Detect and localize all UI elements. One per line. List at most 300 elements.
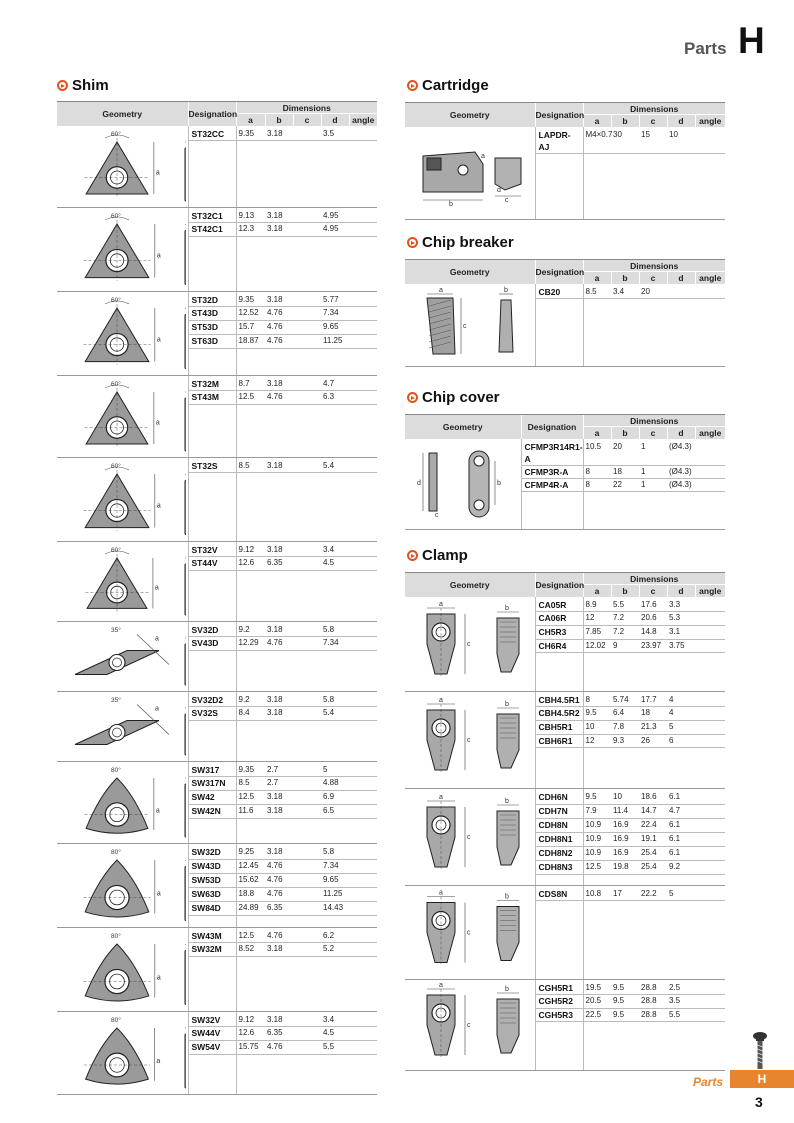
dim-angle-cell <box>695 465 725 478</box>
spacer-cell <box>349 404 377 457</box>
designation-cell: ST32M <box>188 375 236 391</box>
shim-title-text: Shim <box>72 77 109 94</box>
dimensions-column-header: Dimensions <box>583 415 725 427</box>
designation-cell: SW44V <box>188 1027 236 1041</box>
dim-angle-cell <box>695 788 725 804</box>
dim-b-cell: 9.5 <box>611 995 639 1009</box>
dim-c-cell <box>293 761 321 777</box>
designation-cell: SW317 <box>188 761 236 777</box>
shim-section-title <box>57 77 109 94</box>
dim-a-cell: 9.35 <box>236 761 265 777</box>
screw-icon <box>752 1030 768 1070</box>
dim-c-cell: 14.7 <box>639 804 667 818</box>
svg-text:a: a <box>156 1057 161 1065</box>
angle-label: 60° <box>111 130 121 138</box>
dim-d-cell: (Ø4.3) <box>667 465 695 478</box>
table-row <box>57 375 377 391</box>
designation-cell: CDH8N3 <box>535 860 583 874</box>
dim-c-cell: 26 <box>639 734 667 748</box>
chip-cover-table <box>405 414 725 530</box>
chip-breaker-table <box>405 259 725 367</box>
spacer-cell <box>349 140 377 207</box>
dim-b-cell: 3.18 <box>265 457 293 472</box>
dim-angle-cell <box>695 691 725 707</box>
dim-angle-cell <box>349 873 377 887</box>
table-row <box>405 439 725 466</box>
spacer-cell <box>667 653 695 691</box>
dim-d-cell: 3.3 <box>667 597 695 612</box>
dim-a-cell: 12.29 <box>236 637 265 651</box>
svg-text:b: b <box>505 797 509 805</box>
spacer-cell <box>265 915 293 927</box>
spacer-cell <box>583 748 611 788</box>
svg-text:c: c <box>467 640 471 648</box>
dim-d-cell: 5.8 <box>321 691 349 707</box>
dim-angle-cell <box>695 832 725 846</box>
dim-c-cell <box>293 927 321 943</box>
svg-text:b: b <box>497 479 501 487</box>
designation-cell: CDS8N <box>535 885 583 900</box>
dim-d-cell: 4.7 <box>667 804 695 818</box>
dim-b-cell: 20 <box>611 439 639 466</box>
dim-angle-cell <box>349 621 377 637</box>
geometry-drawing-cell <box>57 843 188 927</box>
spacer-cell <box>321 570 349 621</box>
spacer-cell <box>188 650 236 691</box>
geometry-drawing-cell <box>405 439 521 530</box>
dim-b-cell: 10 <box>611 788 639 804</box>
dim-a-cell: 8 <box>583 465 611 478</box>
dim-a-cell: 12.02 <box>583 639 611 653</box>
dim-b-cell: 18 <box>611 465 639 478</box>
designation-cell: CFMP3R14R1-A <box>521 439 583 466</box>
shim-table <box>57 101 377 1095</box>
spacer-cell <box>293 1054 321 1094</box>
spacer-cell <box>236 570 265 621</box>
dim-b-cell: 4.76 <box>265 873 293 887</box>
footer-section-tab: H <box>730 1070 794 1088</box>
dim-d-cell: 5.5 <box>321 1040 349 1054</box>
spacer-cell <box>321 915 349 927</box>
dim-b-column-header: b <box>265 114 293 126</box>
spacer-cell <box>188 720 236 761</box>
designation-cell: CDH7N <box>535 804 583 818</box>
dim-c-cell <box>293 223 321 236</box>
dimensions-column-header: Dimensions <box>583 260 725 272</box>
spacer-cell <box>265 404 293 457</box>
dim-angle-cell <box>349 223 377 236</box>
spacer-cell <box>583 653 611 691</box>
dim-a-cell: 9.35 <box>236 126 265 141</box>
spacer-cell <box>349 915 377 927</box>
designation-cell: CH5R3 <box>535 626 583 640</box>
dim-c-cell <box>293 541 321 557</box>
dim-b-cell: 3.18 <box>265 691 293 707</box>
dim-angle-cell <box>349 126 377 141</box>
spacer-cell <box>293 472 321 541</box>
spacer-cell <box>611 900 639 979</box>
svg-text:a: a <box>155 169 160 176</box>
dim-angle-cell <box>349 557 377 571</box>
designation-column-header: Designation <box>521 415 583 439</box>
spacer-cell <box>695 491 725 529</box>
dim-a-cell: 8.52 <box>236 943 265 956</box>
spacer-cell <box>293 348 321 375</box>
shim-drawing <box>57 210 186 289</box>
designation-cell: SV32D2 <box>188 691 236 707</box>
angle-label: 60° <box>111 462 121 470</box>
dim-d-cell: 6.1 <box>667 832 695 846</box>
spacer-cell <box>236 915 265 927</box>
svg-text:b: b <box>505 700 509 708</box>
dim-b-cell: 3.18 <box>265 805 293 819</box>
spacer-cell <box>639 491 667 529</box>
dim-b-cell: 3.18 <box>265 1011 293 1027</box>
spacer-cell <box>349 472 377 541</box>
spacer-cell <box>236 956 265 1011</box>
table-row <box>57 126 377 141</box>
dim-c-cell <box>293 335 321 349</box>
dim-b-cell: 3.18 <box>265 207 293 223</box>
dim-b-cell: 6.35 <box>265 901 293 915</box>
dim-angle-cell <box>695 127 725 154</box>
dim-a-cell: 9.12 <box>236 541 265 557</box>
dim-angle-cell <box>349 335 377 349</box>
dim-c-cell: 25.4 <box>639 860 667 874</box>
dim-a-cell: 22.5 <box>583 1008 611 1022</box>
svg-text:d: d <box>417 479 421 487</box>
angle-label: 60° <box>111 212 121 220</box>
dim-angle-cell <box>695 439 725 466</box>
table-row <box>57 691 377 707</box>
arrow-circle-icon <box>407 237 418 248</box>
spacer-cell <box>583 298 611 366</box>
dim-angle-cell <box>695 478 725 491</box>
dim-b-cell: 6.4 <box>611 707 639 721</box>
svg-text:b: b <box>505 893 509 900</box>
spacer-cell <box>667 491 695 529</box>
svg-text:a: a <box>439 600 443 608</box>
geometry-column-header: Geometry <box>405 260 535 284</box>
dim-angle-cell <box>695 995 725 1009</box>
svg-text:a: a <box>156 336 161 343</box>
designation-cell: CH6R4 <box>535 639 583 653</box>
spacer-cell <box>293 956 321 1011</box>
dim-angle-cell <box>349 541 377 557</box>
spacer-cell <box>583 874 611 885</box>
dim-b-cell: 4.76 <box>265 307 293 321</box>
dim-b-cell: 5.74 <box>611 691 639 707</box>
dim-a-cell: 7.9 <box>583 804 611 818</box>
dim-d-cell: 6.2 <box>321 927 349 943</box>
designation-cell: CFMP3R-A <box>521 465 583 478</box>
dim-c-cell <box>293 707 321 721</box>
spacer-cell <box>265 570 293 621</box>
dim-d-cell: 5 <box>321 761 349 777</box>
dim-a-column-header: a <box>583 585 611 597</box>
spacer-cell <box>265 720 293 761</box>
spacer-cell <box>236 348 265 375</box>
table-row <box>57 621 377 637</box>
shim-drawing <box>57 378 186 455</box>
dim-a-cell: 12.45 <box>236 859 265 873</box>
dim-d-cell: 4.5 <box>321 1027 349 1041</box>
angle-label: 80° <box>111 1016 121 1024</box>
designation-column-header: Designation <box>535 573 583 597</box>
angle-label: 35° <box>111 626 121 634</box>
dim-angle-column-header: angle <box>695 115 725 127</box>
designation-cell: ST32D <box>188 291 236 307</box>
spacer-cell <box>611 298 639 366</box>
geometry-drawing-cell <box>57 207 188 291</box>
dim-b-cell: 17 <box>611 885 639 900</box>
dim-d-cell: 4 <box>667 707 695 721</box>
dim-c-cell <box>293 1027 321 1041</box>
designation-cell: SW43D <box>188 859 236 873</box>
dimensions-column-header: Dimensions <box>583 573 725 585</box>
spacer-cell <box>667 1022 695 1070</box>
spacer-cell <box>667 748 695 788</box>
dim-d-cell: 3.75 <box>667 639 695 653</box>
shim-drawing <box>57 624 186 689</box>
dim-angle-column-header: angle <box>695 427 725 439</box>
chip-breaker-section-title <box>407 234 514 251</box>
spacer-cell <box>293 650 321 691</box>
dim-angle-cell <box>349 887 377 901</box>
table-row <box>57 927 377 943</box>
table-row <box>405 788 725 804</box>
dim-a-cell: M4×0.7 <box>583 127 611 154</box>
spacer-cell <box>639 1022 667 1070</box>
dim-d-cell: 2.5 <box>667 979 695 995</box>
designation-cell: CDH6N <box>535 788 583 804</box>
geometry-drawing-cell <box>57 541 188 621</box>
dim-a-cell: 12.5 <box>236 791 265 805</box>
spacer-cell <box>639 653 667 691</box>
spacer-cell <box>236 819 265 844</box>
geometry-column-header: Geometry <box>405 415 521 439</box>
dim-d-cell: 11.25 <box>321 887 349 901</box>
dim-d-cell <box>667 284 695 299</box>
spacer-cell <box>535 900 583 979</box>
dim-b-cell: 6.35 <box>265 1027 293 1041</box>
designation-cell: ST42C1 <box>188 223 236 236</box>
designation-cell: CDH8N1 <box>535 832 583 846</box>
chip-breaker-drawing <box>405 286 533 364</box>
dim-d-cell: (Ø4.3) <box>667 439 695 466</box>
designation-cell: CBH4.5R1 <box>535 691 583 707</box>
dim-angle-cell <box>349 637 377 651</box>
svg-text:a: a <box>156 974 161 981</box>
designation-cell: CFMP4R-A <box>521 478 583 491</box>
dim-b-cell: 19.8 <box>611 860 639 874</box>
clamp-drawing <box>405 888 533 977</box>
dim-a-cell: 18.87 <box>236 335 265 349</box>
spacer-cell <box>321 236 349 291</box>
dim-b-cell: 6.35 <box>265 557 293 571</box>
dim-d-cell: 5.8 <box>321 843 349 859</box>
dim-a-column-header: a <box>236 114 265 126</box>
designation-cell: ST32S <box>188 457 236 472</box>
svg-text:a: a <box>155 705 159 712</box>
designation-cell: CGH5R1 <box>535 979 583 995</box>
dim-c-cell <box>293 557 321 571</box>
spacer-cell <box>293 570 321 621</box>
spacer-cell <box>521 491 583 529</box>
dim-c-cell: 14.8 <box>639 626 667 640</box>
spacer-cell <box>349 956 377 1011</box>
dim-a-cell: 12.52 <box>236 307 265 321</box>
dim-angle-cell <box>349 943 377 956</box>
spacer-cell <box>236 404 265 457</box>
dim-a-cell: 9.2 <box>236 621 265 637</box>
dim-b-column-header: b <box>611 272 639 284</box>
geometry-drawing-cell <box>57 621 188 691</box>
angle-label: 60° <box>111 380 121 388</box>
dim-c-cell: 17.7 <box>639 691 667 707</box>
dim-c-cell <box>293 457 321 472</box>
svg-text:c: c <box>467 1021 471 1029</box>
designation-cell: ST44V <box>188 557 236 571</box>
designation-cell: CDH8N2 <box>535 846 583 860</box>
dim-b-cell: 3.18 <box>265 223 293 236</box>
spacer-cell <box>535 1022 583 1070</box>
dim-c-cell <box>293 791 321 805</box>
dim-c-cell: 28.8 <box>639 1008 667 1022</box>
designation-cell: CGH5R3 <box>535 1008 583 1022</box>
svg-text:a: a <box>156 252 161 259</box>
svg-text:a: a <box>155 807 160 814</box>
dim-c-cell: 22.2 <box>639 885 667 900</box>
designation-cell: SV43D <box>188 637 236 651</box>
table-row <box>405 597 725 612</box>
dim-c-cell <box>293 859 321 873</box>
dim-d-cell: 5.4 <box>321 707 349 721</box>
dim-c-cell <box>293 887 321 901</box>
dim-a-cell: 12.6 <box>236 1027 265 1041</box>
svg-text:c: c <box>505 196 509 204</box>
designation-cell: ST32CC <box>188 126 236 141</box>
dim-d-cell: 9.65 <box>321 321 349 335</box>
dim-b-cell: 2.7 <box>265 761 293 777</box>
dim-c-cell: 1 <box>639 439 667 466</box>
designation-cell: SW43M <box>188 927 236 943</box>
dim-c-cell <box>293 391 321 404</box>
clamp-table <box>405 572 725 1071</box>
dim-angle-cell <box>695 979 725 995</box>
dim-c-cell <box>293 691 321 707</box>
dim-a-cell: 8.9 <box>583 597 611 612</box>
dim-a-cell: 9.35 <box>236 291 265 307</box>
spacer-cell <box>265 140 293 207</box>
spacer-cell <box>293 404 321 457</box>
dim-b-cell: 3.18 <box>265 126 293 141</box>
spacer-cell <box>583 1022 611 1070</box>
designation-cell: CA06R <box>535 612 583 626</box>
dim-angle-cell <box>349 207 377 223</box>
dim-c-cell <box>293 291 321 307</box>
designation-cell: CBH5R1 <box>535 721 583 735</box>
angle-label: 80° <box>111 848 121 856</box>
angle-label: 60° <box>111 546 121 554</box>
dim-angle-cell <box>349 707 377 721</box>
dim-c-cell <box>293 873 321 887</box>
svg-text:c: c <box>435 511 439 519</box>
dim-a-cell: 8.7 <box>236 375 265 391</box>
angle-label: 60° <box>111 296 121 304</box>
geometry-drawing-cell <box>57 457 188 541</box>
svg-text:a: a <box>156 502 161 509</box>
dim-d-cell: 6.1 <box>667 846 695 860</box>
dim-c-column-header: c <box>639 427 667 439</box>
table-row <box>405 284 725 299</box>
shim-drawing <box>57 294 186 373</box>
table-row <box>57 761 377 777</box>
dim-c-cell: 28.8 <box>639 995 667 1009</box>
spacer-cell <box>265 236 293 291</box>
dim-a-cell: 15.7 <box>236 321 265 335</box>
dim-c-cell <box>293 637 321 651</box>
dim-d-cell: 4.5 <box>321 557 349 571</box>
geometry-drawing-cell <box>405 691 535 788</box>
dim-b-cell: 4.76 <box>265 887 293 901</box>
spacer-cell <box>236 1054 265 1094</box>
dim-a-cell: 8.5 <box>236 777 265 791</box>
table-row <box>57 541 377 557</box>
dim-d-cell: (Ø4.3) <box>667 478 695 491</box>
shim-drawing <box>57 1014 186 1092</box>
designation-cell: SW84D <box>188 901 236 915</box>
geometry-drawing-cell <box>57 375 188 457</box>
shim-drawing <box>57 846 186 925</box>
dim-a-cell: 9.2 <box>236 691 265 707</box>
geometry-column-header: Geometry <box>57 102 188 126</box>
spacer-cell <box>321 819 349 844</box>
spacer-cell <box>535 748 583 788</box>
dim-a-cell: 8.4 <box>236 707 265 721</box>
dim-b-cell: 7.2 <box>611 626 639 640</box>
dim-d-cell: 3.4 <box>321 1011 349 1027</box>
designation-cell: SW42 <box>188 791 236 805</box>
designation-cell: SW53D <box>188 873 236 887</box>
designation-cell: ST32C1 <box>188 207 236 223</box>
spacer-cell <box>265 819 293 844</box>
spacer-cell <box>611 874 639 885</box>
dim-angle-cell <box>349 1040 377 1054</box>
dim-d-cell: 4.88 <box>321 777 349 791</box>
geometry-drawing-cell <box>405 885 535 979</box>
spacer-cell <box>667 900 695 979</box>
table-row <box>405 979 725 995</box>
spacer-cell <box>639 748 667 788</box>
dim-angle-cell <box>695 626 725 640</box>
spacer-cell <box>349 236 377 291</box>
dim-a-cell: 12.5 <box>236 927 265 943</box>
dim-angle-cell <box>695 885 725 900</box>
dim-d-column-header: d <box>667 115 695 127</box>
dim-b-cell: 3.18 <box>265 541 293 557</box>
dim-a-cell: 18.8 <box>236 887 265 901</box>
svg-text:b: b <box>449 200 453 208</box>
designation-cell: LAPDR-AJ <box>535 127 583 154</box>
spacer-cell <box>188 404 236 457</box>
dim-c-column-header: c <box>639 272 667 284</box>
dim-b-cell: 3.18 <box>265 791 293 805</box>
dim-b-column-header: b <box>611 585 639 597</box>
designation-cell: ST43D <box>188 307 236 321</box>
angle-label: 35° <box>111 696 121 704</box>
table-row <box>57 1011 377 1027</box>
